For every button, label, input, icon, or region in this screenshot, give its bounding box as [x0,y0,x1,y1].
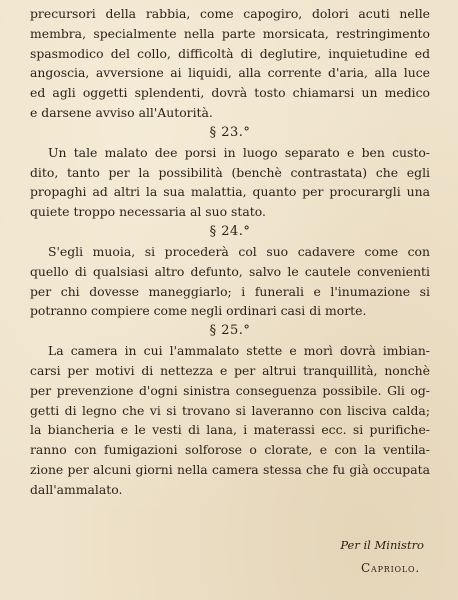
text-line: dito, tanto per la possibilità (benchè contrastata) che egli [30,164,430,180]
signature-name: Capriolo. [361,561,420,575]
text-line: membra, specialmente nella parte morsicata, restringimento [30,25,430,41]
text-line: carsi per motivi di nettezza e per altrui tranquillità, nonchè [30,362,430,378]
text-line: per prevenzione d'ogni sinistra conseguenza possibile. Gli og- [30,382,430,398]
text-line: spasmodico del collo, difficoltà di deglutire, inquietudine ed [30,45,430,61]
text-line: getti di legno che vi si trovano si laveranno con lisciva calda; [30,402,430,418]
text-line: dall'ammalato. [30,481,123,497]
section-heading-25: § 25.° [209,323,251,339]
text-line: quiete troppo necessaria al suo stato. [30,204,266,220]
text-line: S'egli muoia, si procederà col suo cadavere come con [48,243,430,259]
text-line: ed agli oggetti splendenti, dovrà tosto chiamarsi un medico [30,85,430,101]
text-line: quello di qualsiasi altro defunto, salvo le cautele convenienti [30,263,430,279]
text-line: la biancheria e le vesti di lana, i materassi ecc. si purifiche- [30,422,430,438]
text-line: per chi dovesse maneggiarlo; i funerali e l'inumazione si [30,283,430,299]
section-heading-23: § 23.° [209,124,251,140]
text-line: propaghi ad altri la sua malattia, quanto per procurargli una [30,184,430,200]
text-line: potranno compiere come negli ordinari casi di morte. [30,303,367,319]
paragraph-symptoms [30,4,430,123]
text-line: precursori della rabbia, come capogiro, dolori acuti nelle [30,6,430,21]
paragraph-section-25 [30,341,430,499]
paragraph-section-23 [30,143,430,222]
section-heading-24: § 24.° [209,223,251,239]
text-line: e darsene avviso all'Autorità. [30,104,213,120]
text-line: ranno con fumigazioni solforose o clorate, e con la ventila- [30,442,430,458]
text-line: Un tale malato dee porsi in luogo separato e ben custo- [48,144,430,160]
signature-role: Per il Ministro [340,538,424,552]
text-line: angoscia, avversione ai liquidi, alla corrente d'aria, alla luce [30,65,430,81]
text-line: zione per alcuni giorni nella camera stessa che fu già occupata [30,461,430,477]
paragraph-section-24 [30,242,430,321]
text-line: La camera in cui l'ammalato stette e morì dovrà imbian- [48,343,430,359]
